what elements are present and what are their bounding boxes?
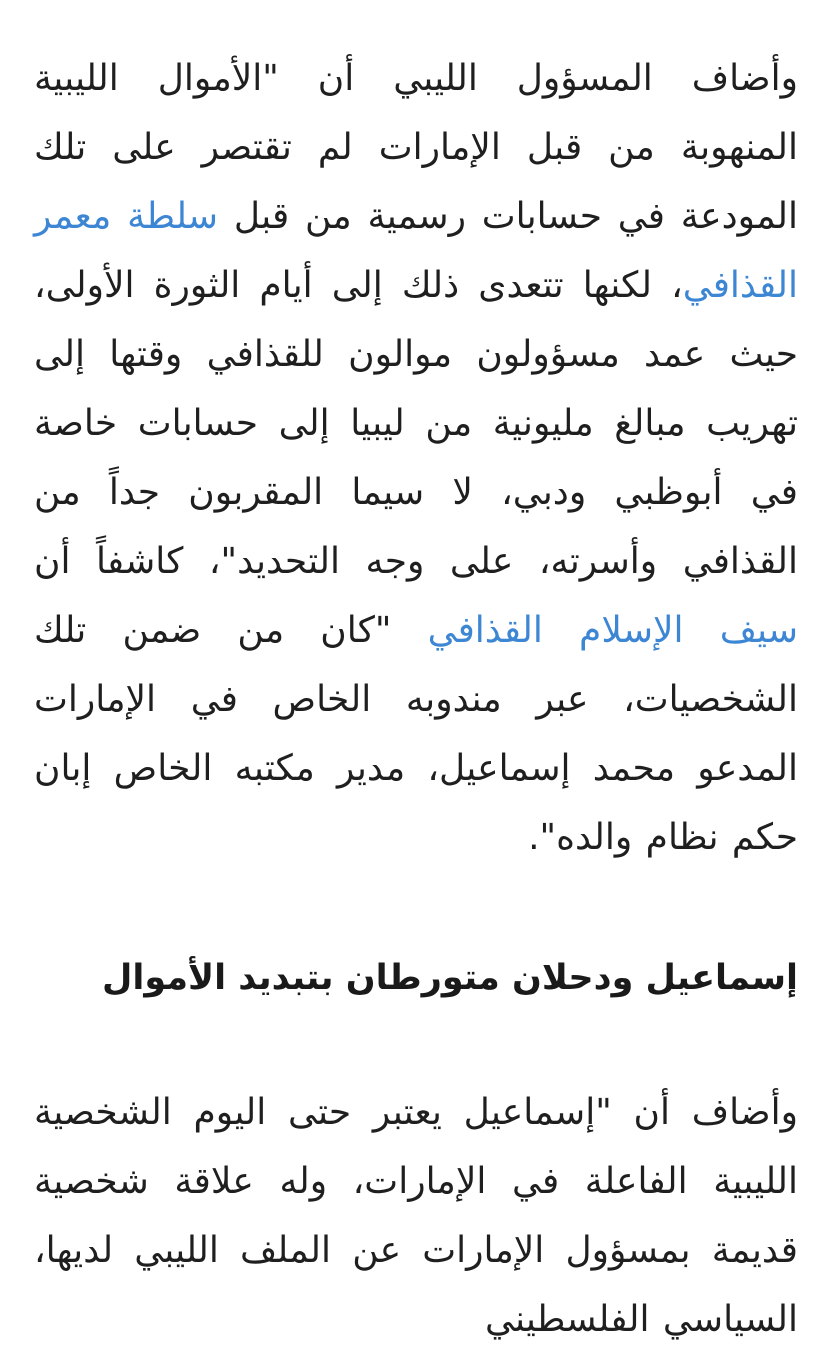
paragraph-text: ، لكنها تتعدى ذلك إلى أيام الثورة الأولى، حيث عمد مسؤولون موالون للقذافي وقتها إلى تهريب مبالغ مليونية من ليبيا إلى حسابات خاصة في أبوظبي ودبي، لا سيما المقربون جداً من القذافي وأسرته، على وجه التحديد"، كاشفاً أن <box>34 265 798 582</box>
paragraph-text: "كان من ضمن تلك الشخصيات، عبر مندوبه الخاص في الإمارات المدعو محمد إسماعيل، مدير مكتبه الخاص إبان حكم نظام والده". <box>34 610 798 858</box>
section-heading: إسماعيل ودحلان متورطان بتبديد الأموال <box>102 958 798 998</box>
paragraph-text: وأضاف أن "إسماعيل يعتبر حتى اليوم الشخصية الليبية الفاعلة في الإمارات، وله علاقة شخصية قديمة بمسؤول الإمارات عن الملف الليبي لديها، السياسي الفلسطيني <box>34 1092 798 1340</box>
link-gaddafi-authority[interactable]: سلطة معمر القذافي <box>34 196 798 306</box>
paragraph-text: وأضاف المسؤول الليبي أن "الأموال الليبية المنهوبة من قبل الإمارات لم تقتصر على تلك المودعة في حسابات رسمية من قبل <box>34 58 798 237</box>
link-saif-al-islam[interactable]: سيف الإسلام القذافي <box>427 610 798 651</box>
article-paragraph <box>34 1078 798 1354</box>
article-paragraph <box>34 44 798 872</box>
